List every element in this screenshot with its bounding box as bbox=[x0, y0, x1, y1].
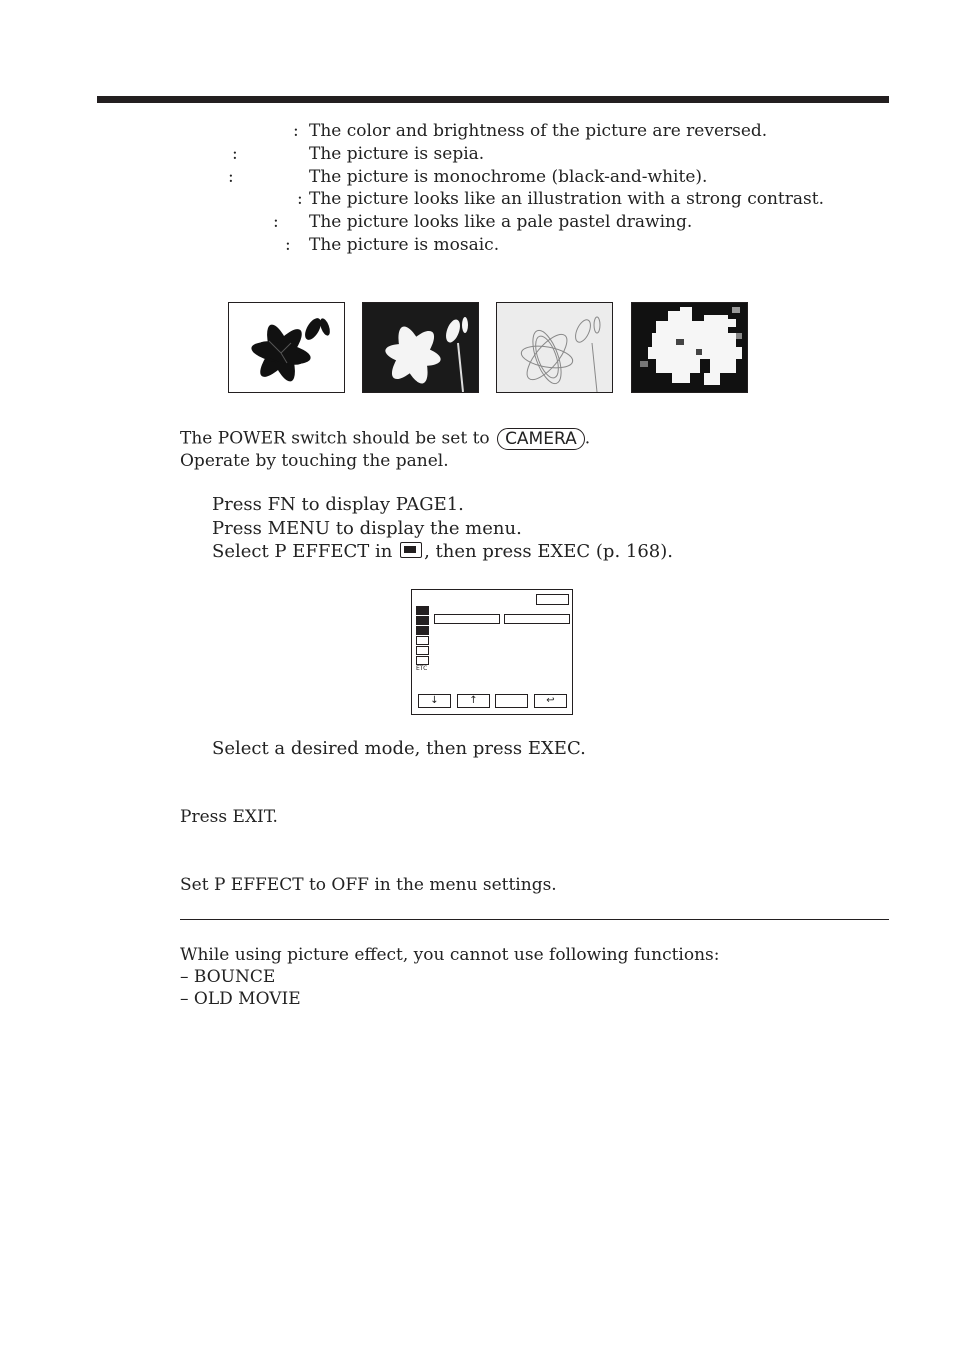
screen-indicator-box bbox=[536, 594, 569, 605]
down-arrow-button[interactable]: ↓ bbox=[418, 694, 451, 708]
step-2: Press MENU to display the menu. bbox=[212, 518, 522, 539]
step-3-text-a: Select P EFFECT in bbox=[212, 541, 393, 562]
step-3 bbox=[212, 541, 673, 563]
step-1: Press FN to display PAGE1. bbox=[212, 494, 464, 515]
menu-screen-illustration bbox=[411, 589, 573, 715]
etc-label: ETC bbox=[416, 665, 428, 672]
colon: : bbox=[297, 189, 303, 209]
camera-set-icon bbox=[416, 616, 429, 625]
note-line-3: – OLD MOVIE bbox=[180, 989, 301, 1009]
sample-image-negative bbox=[228, 302, 345, 393]
top-rule bbox=[97, 96, 889, 103]
power-instruction bbox=[180, 428, 590, 450]
power-end: . bbox=[584, 428, 591, 449]
colon: : bbox=[228, 167, 234, 187]
menu-item-highlight bbox=[434, 614, 500, 624]
power-text: The POWER switch should be set to bbox=[180, 428, 490, 449]
camera-menu-icon bbox=[400, 542, 422, 558]
sample-image-solarize bbox=[362, 302, 479, 393]
effect-desc-mosaic: The picture is mosaic. bbox=[309, 235, 500, 255]
exit-instruction: Press EXIT. bbox=[180, 807, 278, 827]
step-4: Select a desired mode, then press EXEC. bbox=[212, 738, 586, 759]
note-rule bbox=[180, 919, 889, 920]
operate-instruction: Operate by touching the panel. bbox=[180, 451, 449, 471]
step-3-text-b: , then press EXEC (p. 168). bbox=[424, 541, 673, 562]
sample-image-pastel bbox=[496, 302, 613, 393]
note-line-2: – BOUNCE bbox=[180, 967, 276, 987]
effect-desc-bw: The picture is monochrome (black-and-white). bbox=[309, 167, 708, 187]
colon: : bbox=[232, 144, 238, 164]
colon: : bbox=[273, 212, 279, 232]
colon: : bbox=[293, 121, 299, 141]
cpv-icon bbox=[416, 636, 429, 645]
lcd-icon bbox=[416, 646, 429, 655]
cm-icon bbox=[416, 626, 429, 635]
effect-desc-pastel: The picture looks like a pale pastel drawing. bbox=[309, 212, 693, 232]
colon: : bbox=[285, 235, 291, 255]
sample-image-mosaic bbox=[631, 302, 748, 393]
camera-badge: CAMERA bbox=[497, 428, 585, 450]
effect-desc-sepia: The picture is sepia. bbox=[309, 144, 485, 164]
effect-desc-solarize: The picture looks like an illustration with a strong contrast. bbox=[309, 189, 824, 209]
cancel-instruction: Set P EFFECT to OFF in the menu settings. bbox=[180, 875, 557, 895]
return-button[interactable]: ↩ bbox=[534, 694, 567, 708]
up-arrow-button[interactable]: ↑ bbox=[457, 694, 490, 708]
effect-desc-neg-art: The color and brightness of the picture are reversed. bbox=[309, 121, 768, 141]
camera-menu-icon bbox=[416, 606, 429, 615]
note-line-1: While using picture effect, you cannot use following functions: bbox=[180, 945, 720, 965]
menu-value-box bbox=[504, 614, 570, 624]
tape-icon bbox=[416, 656, 429, 665]
exec-button[interactable] bbox=[495, 694, 528, 708]
